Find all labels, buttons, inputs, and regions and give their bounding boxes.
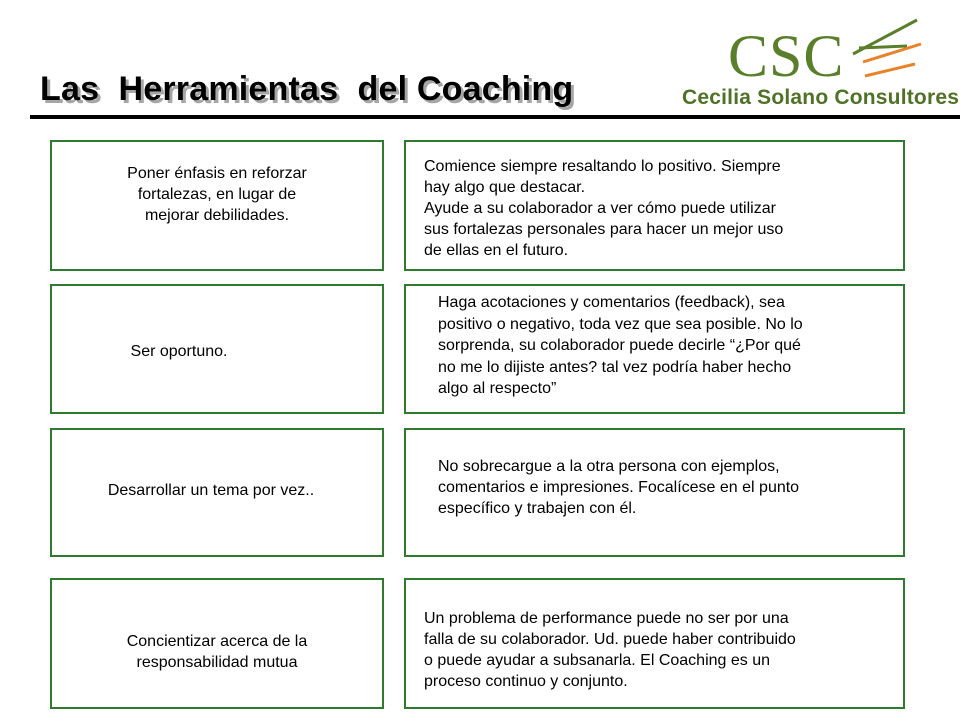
logo-arrows-icon xyxy=(845,18,925,88)
tool-title: Ser oportuno. xyxy=(130,342,228,360)
tool-card-timely xyxy=(50,284,384,414)
tool-detail-mutual-responsibility xyxy=(404,578,905,709)
tool-title: Concientizar acerca de la responsabilidad mutua xyxy=(126,632,308,671)
tool-detail-emphasis xyxy=(404,140,905,271)
tool-description: Un problema de performance puede no ser por una falla de su colaborador. Ud. puede haber contribuido o puede ayudar a subsanarla. El Coaching es un proceso continuo y conjunto. xyxy=(424,610,796,690)
tool-description: Comience siempre resaltando lo positivo. Siempre hay algo que destacar. Ayude a su colaborador a ver cómo puede utilizar sus fortalezas personales para hacer un mejor uso de ellas en el futuro. xyxy=(424,158,784,259)
logo-company-name: Cecilia Solano Consultores xyxy=(682,86,960,109)
tool-title: Poner énfasis en reforzar fortalezas, en lugar de mejorar debilidades. xyxy=(127,165,307,224)
tool-card-mutual-responsibility xyxy=(50,578,384,709)
tool-description: No sobrecargue a la otra persona con ejemplos, comentarios e impresiones. Focalícese en el punto específico y trabajen con él. xyxy=(438,458,800,517)
page-title: Las Herramientas del Coaching xyxy=(40,70,574,108)
logo-letters: CSC xyxy=(728,23,845,89)
company-logo xyxy=(680,18,960,118)
tool-detail-timely xyxy=(404,284,905,414)
tool-detail-one-topic xyxy=(404,428,905,557)
tool-card-one-topic xyxy=(50,428,384,557)
tool-card-emphasis xyxy=(50,140,384,271)
tool-title: Desarrollar un tema por vez.. xyxy=(107,482,315,499)
tool-description: Haga acotaciones y comentarios (feedback), sea positivo o negativo, toda vez que sea posible. No lo sorprenda, su colaborador puede decirle “¿Por qué no me lo dijiste antes? tal vez podría haber hecho algo al respecto” xyxy=(438,294,803,397)
